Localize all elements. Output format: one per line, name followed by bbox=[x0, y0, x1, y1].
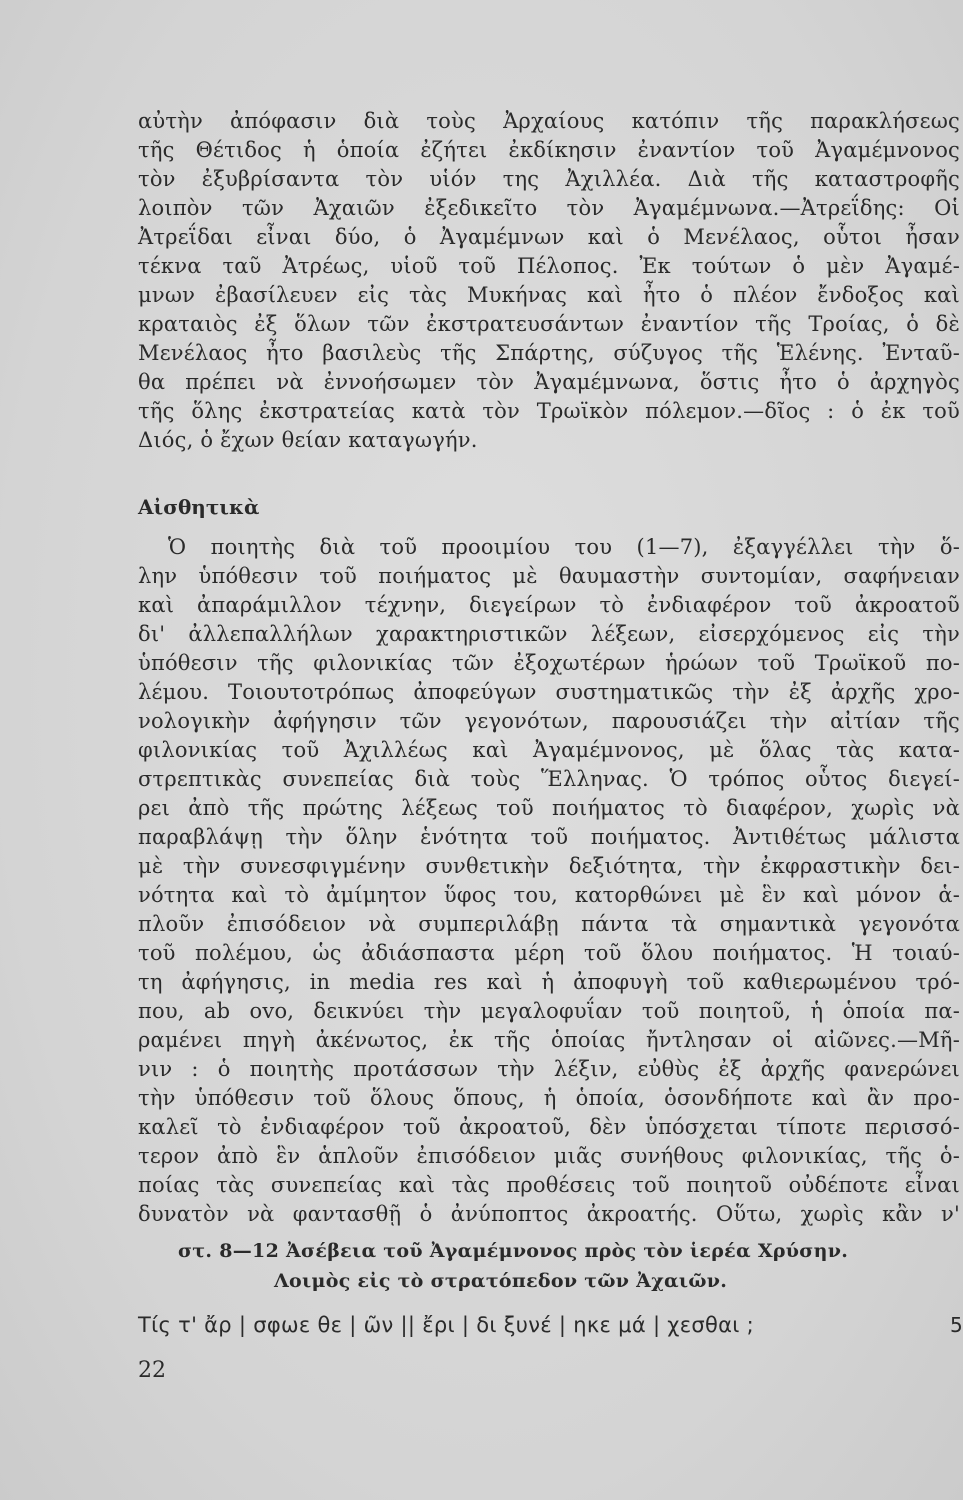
text-line: τὸν ἐξυβρίσαντα τὸν υἱόν της Ἀχιλλέα. Διὰ τῆς καταστροφῆς bbox=[138, 167, 960, 191]
text-line: ποίας τὰς συνεπείας καὶ τὰς προθέσεις τοῦ ποιητοῦ οὐδέποτε εἶναι bbox=[138, 1173, 960, 1197]
text-line: πλοῦν ἐπισόδειον νὰ συμπεριλάβῃ πάντα τὰ σημαντικὰ γεγονότα bbox=[138, 912, 960, 936]
verse-section-subtitle: Λοιμὸς εἰς τὸ στρατόπεδον τῶν Ἀχαιῶν. bbox=[274, 1270, 728, 1292]
text-line: λοιπὸν τῶν Ἀχαιῶν ἐξεδικεῖτο τὸν Ἀγαμέμνωνα.—Ἀτρεΐδης: Οἱ bbox=[138, 196, 960, 220]
text-line: κραταιὸς ἐξ ὅλων τῶν ἐκστρατευσάντων ἐναντίον τῆς Τροίας, ὁ δὲ bbox=[138, 312, 960, 336]
text-line: καλεῖ τὸ ἐνδιαφέρον τοῦ ἀκροατοῦ, δὲν ὑπόσχεται τίποτε περισσό- bbox=[138, 1115, 960, 1139]
text-line: ρει ἀπὸ τῆς πρώτης λέξεως τοῦ ποιήματος τὸ διαφέρον, χωρὶς νὰ bbox=[138, 796, 960, 820]
text-line: τοῦ πολέμου, ὡς ἀδιάσπαστα μέρη τοῦ ὅλου ποιήματος. Ἡ τοιαύ- bbox=[138, 941, 960, 965]
text-line: λέμου. Τοιουτοτρόπως ἀποφεύγων συστηματικῶς τὴν ἐξ ἀρχῆς χρο- bbox=[138, 680, 960, 704]
text-line: στρεπτικὰς συνεπείας διὰ τοὺς Ἕλληνας. Ὁ τρόπος οὗτος διεγεί- bbox=[138, 767, 960, 791]
text-line: τερον ἀπὸ ἓν ἁπλοῦν ἐπισόδειον μιᾶς συνήθους φιλονικίας, τῆς ὁ- bbox=[138, 1144, 960, 1168]
text-line: καὶ ἀπαράμιλλον τέχνην, διεγείρων τὸ ἐνδιαφέρον τοῦ ἀκροατοῦ bbox=[138, 593, 960, 617]
text-line: τη ἀφήγησις, in media res καὶ ἡ ἀποφυγὴ τοῦ καθιερωμένου τρό- bbox=[138, 970, 960, 994]
text-line: φιλονικίας τοῦ Ἀχιλλέως καὶ Ἀγαμέμνονος, μὲ ὅλας τὰς κατα- bbox=[138, 738, 960, 762]
section-heading: Αἰσθητικὰ bbox=[138, 495, 260, 519]
page-number: 22 bbox=[138, 1358, 166, 1383]
text-line: μνων ἐβασίλευεν εἰς τὰς Μυκήνας καὶ ἦτο ὁ πλέον ἔνδοξος καὶ bbox=[138, 283, 960, 307]
text-line: Διός, ὁ ἔχων θείαν καταγωγήν. bbox=[138, 428, 478, 452]
text-line: δι' ἀλλεπαλλήλων χαρακτηριστικῶν λέξεων, εἰσερχόμενος εἰς τὴν bbox=[138, 622, 960, 646]
text-line: Ὁ ποιητὴς διὰ τοῦ προοιμίου του (1—7), ἐξαγγέλλει τὴν ὅ- bbox=[168, 535, 960, 559]
text-line: ὑπόθεσιν τῆς φιλονικίας τῶν ἐξοχωτέρων ἡρώων τοῦ Τρωϊκοῦ πο- bbox=[138, 651, 960, 675]
text-line: τέκνα ταῦ Ἀτρέως, υἱοῦ τοῦ Πέλοπος. Ἐκ τούτων ὁ μὲν Ἀγαμέ- bbox=[138, 254, 960, 278]
text-line: ραμένει πηγὴ ἀκένωτος, ἐκ τῆς ὁποίας ἤντλησαν οἱ αἰῶνες.—Μῆ- bbox=[138, 1028, 960, 1052]
text-line: Μενέλαος ἦτο βασιλεὺς τῆς Σπάρτης, σύζυγος τῆς Ἑλένης. Ἐνταῦ- bbox=[138, 341, 960, 365]
verse-line: Τίς τ' ἄρ | σφωε θε | ῶν || ἔρι | δι ξυνέ | ηκε μά | χεσθαι ; bbox=[138, 1313, 755, 1337]
text-line: νολογικὴν ἀφήγησιν τῶν γεγονότων, παρουσιάζει τὴν αἰτίαν τῆς bbox=[138, 709, 960, 733]
text-line: τὴν ὑπόθεσιν τοῦ ὅλους ὅπους, ἡ ὁποία, ὁσονδήποτε καὶ ἂν προ- bbox=[138, 1086, 960, 1110]
text-line: λην ὑπόθεσιν τοῦ ποιήματος μὲ θαυμαστὴν συντομίαν, σαφήνειαν bbox=[138, 564, 960, 588]
verse-number: 5 bbox=[950, 1313, 963, 1337]
text-line: παραβλάψῃ τὴν ὅλην ἑνότητα τοῦ ποιήματος. Ἀντιθέτως μάλιστα bbox=[138, 825, 960, 849]
text-line: μὲ τὴν συνεσφιγμένην συνθετικὴν δεξιότητα, τὴν ἐκφραστικὴν δει- bbox=[138, 854, 960, 878]
verse-section-title: στ. 8—12 Ἀσέβεια τοῦ Ἀγαμέμνονος πρὸς τὸν ἱερέα Χρύσην. bbox=[178, 1240, 849, 1262]
text-line: τῆς Θέτιδος ἡ ὁποία ἐζήτει ἐκδίκησιν ἐναντίον τοῦ Ἀγαμέμνονος bbox=[138, 138, 960, 162]
text-line: δυνατὸν νὰ φαντασθῇ ὁ ἀνύποπτος ἀκροατής. Οὕτω, χωρὶς κἂν ν' bbox=[138, 1202, 960, 1226]
text-line: αὐτὴν ἀπόφασιν διὰ τοὺς Ἀρχαίους κατόπιν τῆς παρακλήσεως bbox=[138, 109, 960, 133]
text-line: που, ab ovo, δεικνύει τὴν μεγαλοφυΐαν τοῦ ποιητοῦ, ἡ ὁποία πα- bbox=[138, 999, 960, 1023]
text-line: νότητα καὶ τὸ ἀμίμητον ὕφος του, κατορθώνει μὲ ἓν καὶ μόνον ἁ- bbox=[138, 883, 960, 907]
text-line: νιν : ὁ ποιητὴς προτάσσων τὴν λέξιν, εὐθὺς ἐξ ἀρχῆς φανερώνει bbox=[138, 1057, 960, 1081]
text-line: Ἀτρεΐδαι εἶναι δύο, ὁ Ἀγαμέμνων καὶ ὁ Μενέλαος, οὗτοι ἦσαν bbox=[138, 225, 960, 249]
text-line: τῆς ὅλης ἐκστρατείας κατὰ τὸν Τρωϊκὸν πόλεμον.—δῖος : ὁ ἐκ τοῦ bbox=[138, 399, 960, 423]
text-line: θα πρέπει νὰ ἐννοήσωμεν τὸν Ἀγαμέμνωνα, ὅστις ἦτο ὁ ἀρχηγὸς bbox=[138, 370, 960, 394]
